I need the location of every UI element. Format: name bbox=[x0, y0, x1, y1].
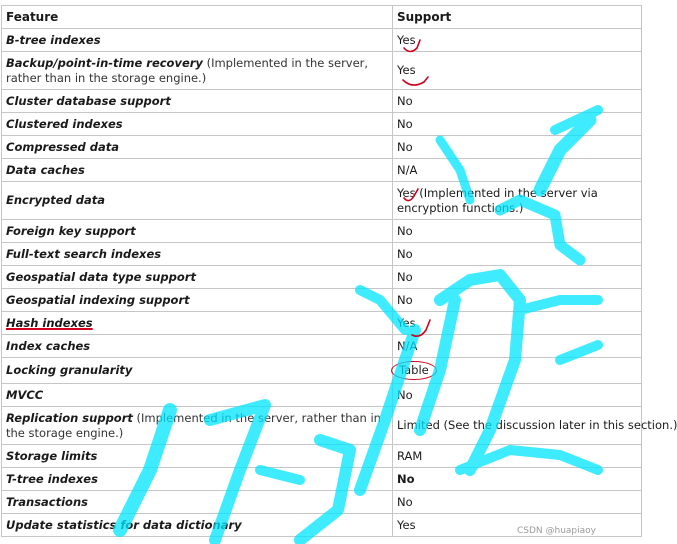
table-row bbox=[2, 52, 642, 90]
table-row bbox=[2, 289, 642, 312]
support-cell bbox=[393, 468, 642, 491]
feature-name: MVCC bbox=[6, 387, 44, 402]
table-row bbox=[2, 312, 642, 335]
support-cell bbox=[393, 90, 642, 113]
feature-cell bbox=[2, 335, 393, 358]
feature-name: Data caches bbox=[6, 162, 85, 177]
support-value: No bbox=[397, 292, 413, 307]
feature-support-table bbox=[1, 5, 677, 537]
feature-cell bbox=[2, 243, 393, 266]
support-value: No bbox=[397, 116, 413, 131]
column-header-feature: Feature bbox=[2, 6, 393, 29]
table-row bbox=[2, 491, 642, 514]
feature-cell bbox=[2, 358, 393, 384]
feature-name: Encrypted data bbox=[6, 193, 106, 207]
table-row bbox=[2, 384, 642, 407]
support-value: RAM bbox=[397, 448, 423, 463]
footer-credit: CSDN @huapiaoy bbox=[516, 526, 596, 536]
table-row bbox=[2, 159, 642, 182]
feature-cell bbox=[2, 407, 393, 445]
table-row bbox=[2, 335, 642, 358]
feature-name: T-tree indexes bbox=[6, 471, 98, 486]
feature-cell bbox=[2, 159, 393, 182]
feature-cell bbox=[2, 384, 393, 407]
support-value: No bbox=[397, 93, 413, 108]
feature-name: Replication support bbox=[6, 410, 133, 425]
feature-cell bbox=[2, 266, 393, 289]
support-cell bbox=[393, 159, 642, 182]
feature-cell bbox=[2, 514, 393, 537]
support-cell bbox=[393, 266, 642, 289]
support-cell bbox=[393, 407, 677, 445]
column-header-support: Support bbox=[393, 6, 642, 29]
support-cell bbox=[393, 243, 642, 266]
support-cell bbox=[393, 289, 642, 312]
support-cell bbox=[393, 358, 642, 384]
support-value: No bbox=[397, 139, 413, 154]
feature-cell bbox=[2, 136, 393, 159]
feature-cell bbox=[2, 491, 393, 514]
feature-cell bbox=[2, 445, 393, 468]
table-row bbox=[2, 29, 642, 52]
feature-note: (Implemented in the server, rather than in the storage engine.) bbox=[6, 55, 369, 85]
feature-name: Hash indexes bbox=[6, 315, 93, 330]
table-row bbox=[2, 136, 642, 159]
support-cell bbox=[393, 29, 642, 52]
feature-cell bbox=[2, 182, 393, 220]
feature-cell bbox=[2, 113, 393, 136]
feature-name: Index caches bbox=[6, 338, 91, 353]
feature-name: Storage limits bbox=[6, 448, 98, 463]
table-row bbox=[2, 113, 642, 136]
table-row bbox=[2, 468, 642, 491]
support-value: Yes (Implemented in the server via encryption functions.) bbox=[397, 185, 598, 215]
support-cell bbox=[393, 220, 642, 243]
support-value-circled: Table bbox=[391, 361, 437, 380]
feature-name: Update statistics for data dictionary bbox=[6, 517, 242, 532]
table-row bbox=[2, 182, 642, 220]
support-cell bbox=[393, 113, 642, 136]
feature-cell bbox=[2, 289, 393, 312]
feature-cell bbox=[2, 29, 393, 52]
support-value: No bbox=[397, 246, 413, 261]
feature-name: Cluster database support bbox=[6, 93, 171, 108]
support-cell bbox=[393, 52, 642, 90]
support-cell bbox=[393, 384, 642, 407]
feature-cell bbox=[2, 90, 393, 113]
feature-note: (Implemented in the server, rather than in the storage engine.) bbox=[6, 410, 381, 440]
support-cell bbox=[393, 312, 642, 335]
support-value: Yes bbox=[397, 63, 416, 77]
feature-name: Transactions bbox=[6, 494, 88, 509]
support-value: No bbox=[397, 494, 413, 509]
support-cell bbox=[393, 491, 642, 514]
feature-name: Full-text search indexes bbox=[6, 246, 162, 261]
support-value: N/A bbox=[397, 162, 418, 177]
table-row bbox=[2, 445, 642, 468]
feature-name: Geospatial data type support bbox=[6, 269, 196, 284]
support-cell bbox=[393, 445, 642, 468]
table-row bbox=[2, 407, 642, 445]
table-row bbox=[2, 243, 642, 266]
support-cell bbox=[393, 182, 642, 220]
support-value: No bbox=[397, 387, 413, 402]
feature-name: Geospatial indexing support bbox=[6, 292, 190, 307]
feature-name: Locking granularity bbox=[6, 363, 133, 377]
table-row bbox=[2, 220, 642, 243]
feature-cell bbox=[2, 52, 393, 90]
support-value: No bbox=[397, 223, 413, 238]
support-value: No bbox=[397, 269, 413, 284]
feature-name: Backup/point-in-time recovery bbox=[6, 55, 203, 70]
support-value: Yes bbox=[397, 517, 416, 532]
feature-name: B-tree indexes bbox=[6, 32, 101, 47]
feature-name: Compressed data bbox=[6, 139, 120, 154]
support-value: Limited (See the discussion later in this section.) bbox=[397, 418, 677, 432]
table-row bbox=[2, 90, 642, 113]
table-row bbox=[2, 358, 642, 384]
feature-cell bbox=[2, 468, 393, 491]
feature-cell bbox=[2, 220, 393, 243]
feature-name: Foreign key support bbox=[6, 223, 136, 238]
table-header-row bbox=[2, 6, 642, 29]
support-cell bbox=[393, 335, 642, 358]
table-row bbox=[2, 266, 642, 289]
support-value: Yes bbox=[397, 315, 416, 330]
support-cell bbox=[393, 136, 642, 159]
feature-cell bbox=[2, 312, 393, 335]
feature-name: Clustered indexes bbox=[6, 116, 123, 131]
support-value: N/A bbox=[397, 338, 418, 353]
support-value: Yes bbox=[397, 32, 416, 47]
support-value: No bbox=[397, 471, 415, 486]
